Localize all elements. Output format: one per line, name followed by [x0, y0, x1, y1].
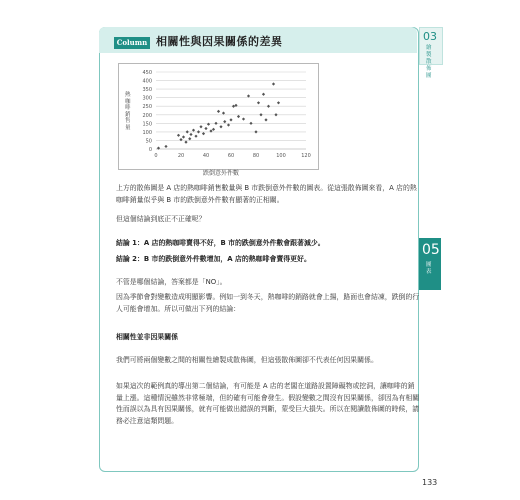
x-tick-label: 120	[301, 153, 311, 159]
data-point	[257, 101, 260, 104]
data-point	[182, 135, 185, 138]
y-tick-label: 200	[142, 112, 152, 119]
paragraph-reason: 因為季節會對變數造成明顯影響。例如一到冬天，熱咖啡的銷路就會上揚，路面也會結凍，跌倒的行人可能會增加。所以可做出下列的結論：	[116, 293, 420, 313]
x-tick-label: 60	[227, 153, 235, 159]
page-number: 133	[422, 478, 438, 487]
data-point	[189, 133, 192, 136]
column-tag: Column	[114, 37, 150, 49]
data-point	[264, 118, 267, 121]
conclusion-1: 結論 1：A 店的熱咖啡賣得不好，B 市的跌倒意外件數會跟著減少。	[116, 239, 325, 247]
column-title: 相關性與因果關係的差異	[156, 35, 283, 48]
data-point	[217, 110, 220, 113]
data-point	[227, 123, 230, 126]
scatter-chart	[118, 63, 318, 169]
data-point	[232, 105, 235, 108]
data-point	[237, 115, 240, 118]
y-tick-label: 350	[142, 87, 152, 94]
data-point	[192, 129, 195, 132]
chart-x-axis-label: 跌倒意外件數	[203, 170, 240, 177]
data-point	[212, 128, 215, 131]
paragraph-example: 如果這次的範例真的導出第二個結論，有可能是 A 店的老闆在道路設置障礙物或挖洞，讓咖啡的銷量上漲。這種情況雖然非常極端，但的確有可能會發生。假設變數之間沒有因果關係，卻因為有相關性而誤以為具有因果關係，就有可能做出錯誤的判斷，蒙受巨大損失。所以在閱讀散佈圖的時候，請務必注意這類問題。	[116, 382, 420, 425]
data-point	[197, 130, 200, 133]
y-tick-label: 150	[142, 121, 152, 128]
data-point	[242, 117, 245, 120]
data-point	[186, 130, 189, 133]
x-tick-label: 40	[202, 153, 210, 159]
section-heading: 相關性並非因果關係	[116, 333, 179, 341]
paragraph-correlation: 我們可將兩個變數之間的相關性繪製成散佈圖，但這張散佈圖卻不代表任何因果關係。	[116, 356, 378, 364]
data-point	[247, 94, 250, 97]
chapter-tab-03-number: 03	[423, 30, 437, 43]
data-point	[214, 122, 217, 125]
data-point	[177, 134, 180, 137]
y-tick-label: 50	[145, 138, 152, 145]
data-point	[229, 118, 232, 121]
data-point	[202, 132, 205, 135]
y-tick-label: 250	[142, 104, 152, 111]
data-point	[272, 82, 275, 85]
data-point	[277, 101, 280, 104]
x-tick-label: 0	[154, 153, 158, 159]
x-tick-label: 20	[177, 153, 185, 159]
y-tick-label: 400	[142, 78, 152, 85]
data-point	[204, 127, 207, 130]
chapter-tab-05-label: 圖表	[426, 262, 432, 275]
chart-y-axis-label: 熱咖啡銷售量	[125, 92, 131, 131]
data-point	[188, 137, 191, 140]
paragraph-intro: 上方的散佈圖是 A 店的熱咖啡銷售數量與 B 市跌倒意外件數的圖表。從這張散佈圖來看，A 店的熱咖啡銷量似乎與 B 市的跌倒意外件數有顯著的正相關。	[116, 184, 417, 204]
y-tick-label: 100	[142, 129, 152, 136]
data-point	[274, 113, 277, 116]
conclusion-2: 結論 2：B 市的跌倒意外件數增加，A 店的熱咖啡會賣得更好。	[116, 255, 311, 263]
data-point	[222, 111, 225, 114]
y-tick-label: 300	[142, 95, 152, 102]
data-point	[223, 120, 226, 123]
data-point	[262, 93, 265, 96]
paragraph-question: 但這個結論到底正不正確呢？	[116, 215, 206, 223]
data-point	[259, 113, 262, 116]
y-tick-label: 450	[142, 70, 152, 76]
data-point	[199, 125, 202, 128]
y-tick-label: 0	[148, 147, 152, 153]
chapter-tab-05-number: 05	[422, 242, 440, 258]
data-point	[184, 141, 187, 144]
paragraph-answer: 不管是哪個結論，答案都是「NO」。	[116, 278, 227, 286]
data-point	[164, 145, 167, 148]
data-point	[219, 125, 222, 128]
x-tick-label: 100	[276, 153, 286, 159]
data-point	[254, 130, 257, 133]
data-point	[194, 135, 197, 138]
chapter-tab-03-label: 繪製散佈圖	[426, 45, 432, 79]
data-point	[249, 122, 252, 125]
data-point	[267, 105, 270, 108]
x-tick-label: 80	[252, 153, 260, 159]
